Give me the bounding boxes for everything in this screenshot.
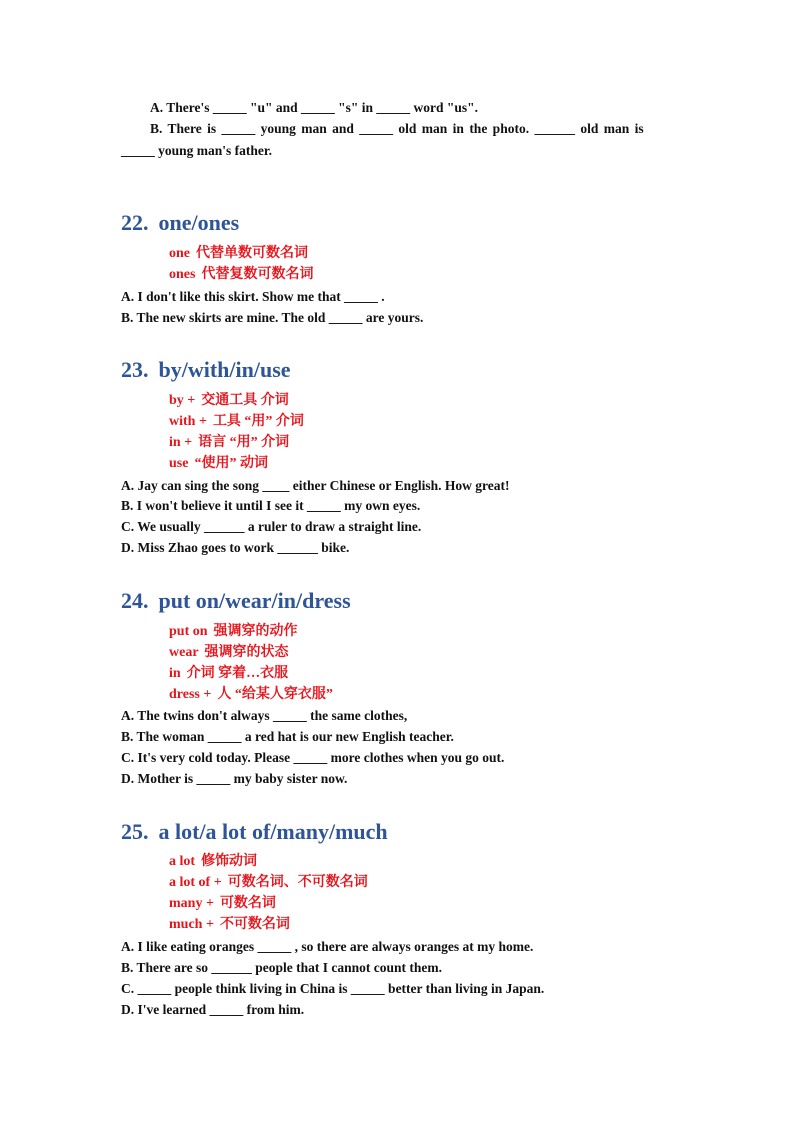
note-item: ones 代替复数可数名词 (169, 267, 314, 282)
question-item: A. I don't like this skirt. Show me that _____ . (121, 289, 385, 304)
section-heading-23 (121, 357, 291, 383)
section-title: a lot/a lot of/many/much (158, 819, 388, 844)
question-item: A. The twins don't always _____ the same clothes, (121, 708, 408, 723)
intro-question-a: A. There's _____ "u" and _____ "s" in _____ word "us". (150, 100, 479, 115)
note-item: put on 强调穿的动作 (169, 624, 298, 639)
question-item: C. We usually ______ a ruler to draw a straight line. (121, 519, 422, 534)
section-number: 22. (121, 210, 149, 235)
question-item: B. The new skirts are mine. The old _____ are yours. (121, 310, 424, 325)
note-item: dress + 人 “给某人穿衣服” (169, 687, 333, 702)
note-item: in 介词 穿着…衣服 (169, 666, 289, 681)
note-item: many + 可数名词 (169, 896, 276, 911)
section-heading-25 (121, 819, 388, 845)
section-number: 25. (121, 819, 149, 844)
note-item: one 代替单数可数名词 (169, 246, 308, 261)
note-item: wear 强调穿的状态 (169, 645, 289, 660)
note-item: with + 工具 “用” 介词 (169, 414, 304, 429)
section-number: 24. (121, 588, 149, 613)
section-heading-24 (121, 588, 351, 614)
note-item: by + 交通工具 介词 (169, 393, 289, 408)
note-item: a lot of + 可数名词、不可数名词 (169, 875, 368, 890)
section-title: one/ones (158, 210, 240, 235)
section-title: put on/wear/in/dress (158, 588, 351, 613)
question-item: B. The woman _____ a red hat is our new English teacher. (121, 729, 454, 744)
question-item: B. There are so ______ people that I cannot count them. (121, 960, 443, 975)
intro-question-b: B. There is _____ young man and _____ old man in the photo. ______ old man is (150, 121, 644, 136)
question-item: B. I won't believe it until I see it _____ my own eyes. (121, 498, 421, 513)
section-heading-22 (121, 210, 239, 236)
question-item: A. I like eating oranges _____ , so there are always oranges at my home. (121, 939, 534, 954)
question-item: C. It's very cold today. Please _____ more clothes when you go out. (121, 750, 505, 765)
question-item: C. _____ people think living in China is _____ better than living in Japan. (121, 981, 545, 996)
note-item: use “使用” 动词 (169, 456, 268, 471)
note-item: much + 不可数名词 (169, 917, 290, 932)
question-item: D. I've learned _____ from him. (121, 1002, 305, 1017)
note-item: a lot 修饰动词 (169, 854, 258, 869)
section-number: 23. (121, 357, 149, 382)
intro-question-b-continued: _____ young man's father. (121, 143, 273, 158)
question-item: D. Mother is _____ my baby sister now. (121, 771, 348, 786)
question-item: A. Jay can sing the song ____ either Chinese or English. How great! (121, 478, 510, 493)
note-item: in + 语言 “用” 介词 (169, 435, 290, 450)
question-item: D. Miss Zhao goes to work ______ bike. (121, 540, 350, 555)
section-title: by/with/in/use (158, 357, 291, 382)
